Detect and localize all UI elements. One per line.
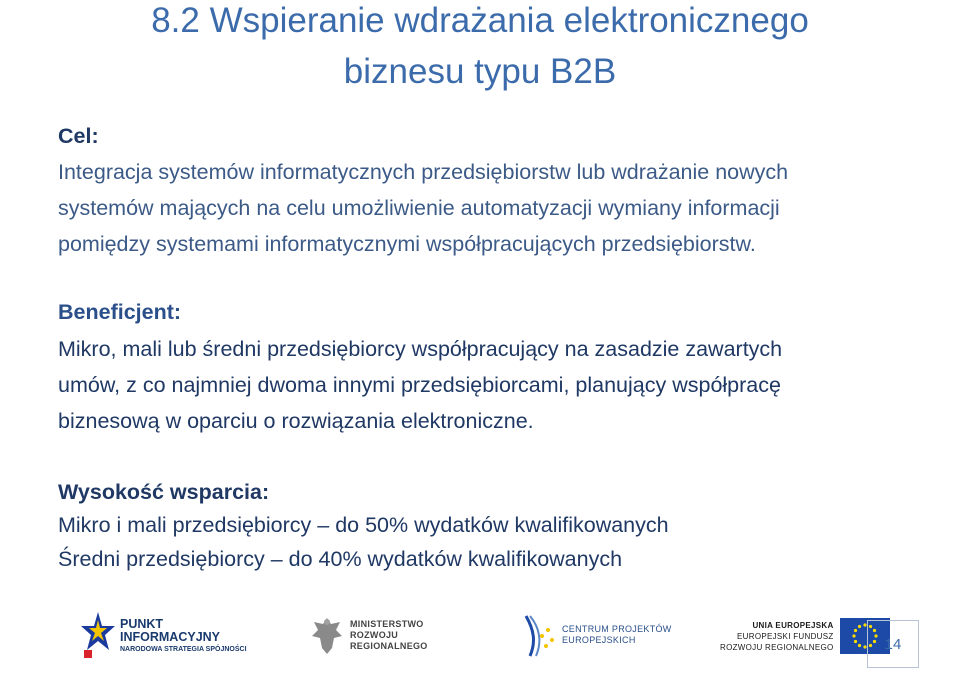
cpe-swoosh-icon (520, 612, 560, 658)
unia-europejska-logo (720, 618, 890, 654)
title-line-2: biznesu typu B2B (343, 52, 617, 91)
nss-star-icon (80, 610, 116, 660)
page-number: 14 (867, 620, 919, 668)
footer-logos (0, 600, 960, 673)
wsparcie-line-1: Mikro i mali przedsiębiorcy – do 50% wydatków kwalifikowanych (58, 513, 669, 537)
ministerstwo-line-2: ROZWOJU (350, 629, 399, 640)
ue-line-1: UNIA EUROPEJSKA (752, 620, 834, 630)
centrum-line-1: CENTRUM PROJEKTÓW (562, 624, 672, 634)
centrum-line-2: EUROPEJSKICH (562, 635, 636, 645)
punkt-line-1: PUNKT (120, 616, 164, 631)
title-line-1: 8.2 Wspieranie wdrażania elektronicznego (151, 1, 809, 40)
beneficjent-line-1: Mikro, mali lub średni przedsiębiorcy współpracujący na zasadzie zawartych (58, 337, 783, 361)
heading-beneficjent: Beneficjent: (58, 300, 182, 324)
centrum-projektow-logo (520, 612, 672, 658)
beneficjent-line-3: biznesową w oparciu o rozwiązania elektroniczne. (58, 409, 534, 433)
punkt-informacyjny-logo (80, 610, 247, 660)
ministerstwo-logo (310, 614, 428, 656)
cel-line-2: systemów mających na celu umożliwienie automatyzacji wymiany informacji (58, 196, 780, 220)
cel-line-3: pomiędzy systemami informatycznymi współpracujących przedsiębiorstw. (58, 232, 756, 256)
eagle-emblem-icon (310, 614, 344, 656)
ue-line-3: ROZWOJU REGIONALNEGO (720, 642, 834, 652)
ministerstwo-line-1: MINISTERSTWO (350, 618, 424, 629)
beneficjent-line-2: umów, z co najmniej dwoma innymi przedsiębiorcami, planujący współpracę (58, 373, 781, 397)
heading-wsparcie: Wysokość wsparcia: (58, 480, 270, 504)
punkt-line-2: INFORMACYJNY (120, 629, 221, 644)
wsparcie-line-2: Średni przedsiębiorcy – do 40% wydatków kwalifikowanych (58, 547, 623, 571)
ue-line-2: EUROPEJSKI FUNDUSZ (737, 631, 834, 641)
ministerstwo-line-3: REGIONALNEGO (350, 640, 428, 651)
punkt-sub: NARODOWA STRATEGIA SPÓJNOŚCI (120, 645, 247, 653)
heading-cel: Cel: (58, 124, 99, 148)
cel-line-1: Integracja systemów informatycznych przedsiębiorstw lub wdrażanie nowych (58, 160, 789, 184)
